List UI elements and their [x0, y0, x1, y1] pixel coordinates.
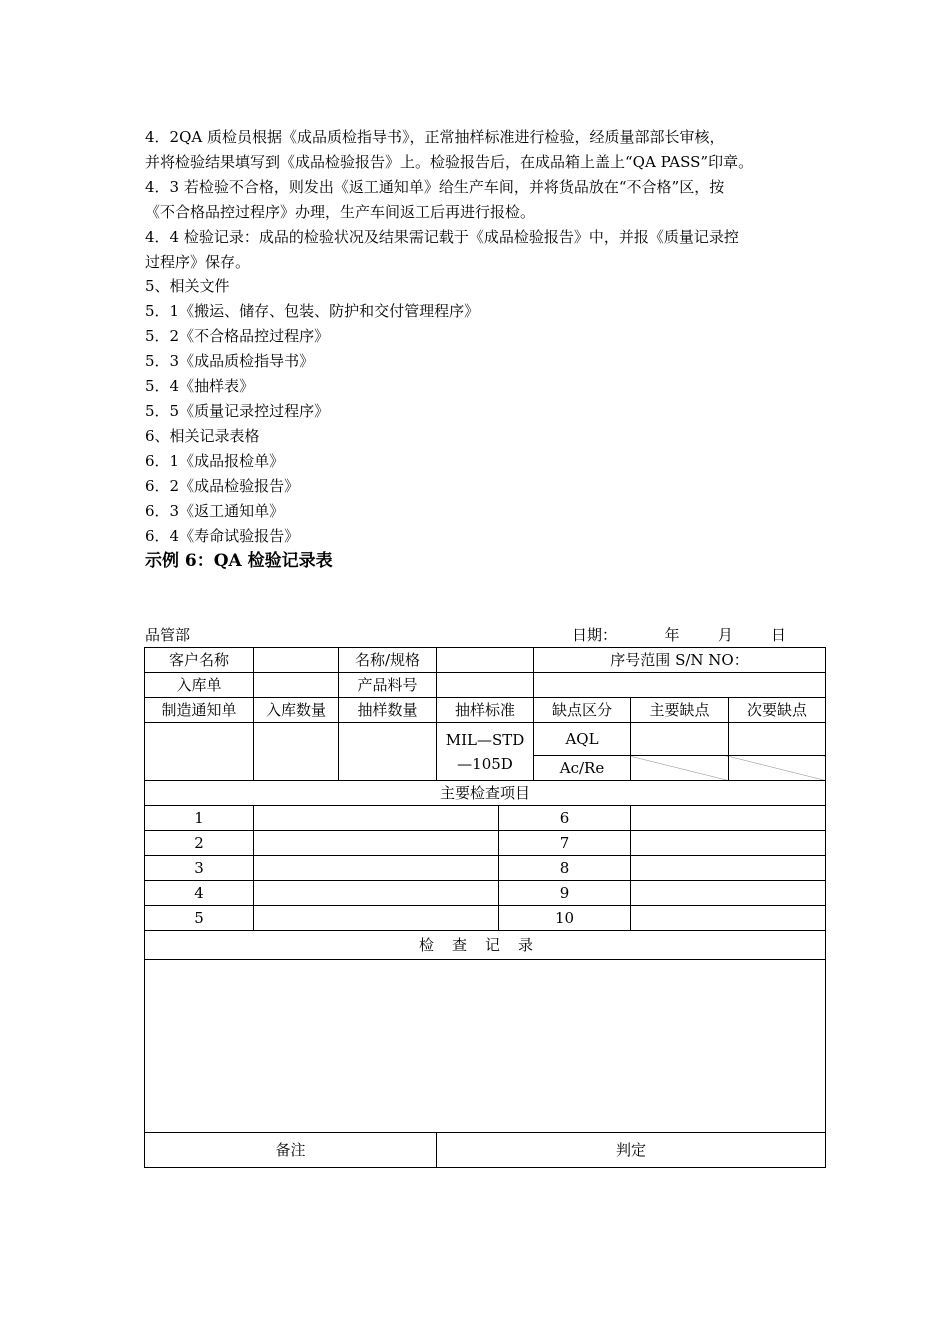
warehouse-slip-field[interactable] — [254, 673, 339, 698]
item-field[interactable] — [631, 831, 826, 856]
remarks-label: 备注 — [145, 1133, 437, 1168]
product-part-no-label: 产品料号 — [339, 673, 437, 698]
item-number: 5 — [145, 906, 254, 931]
item-field[interactable] — [631, 881, 826, 906]
list-item: 5．4《抽样表》 — [145, 377, 255, 395]
serial-range-label: 序号范围 S/N NO： — [534, 648, 826, 673]
warehouse-slip-label: 入库单 — [145, 673, 254, 698]
product-part-no-field[interactable] — [437, 673, 534, 698]
minor-defect-aql-field[interactable] — [729, 723, 826, 756]
section-heading-related-docs: 5、相关文件 — [145, 277, 230, 295]
example-heading: 示例 6：QA 检验记录表 — [145, 551, 333, 571]
item-field[interactable] — [631, 906, 826, 931]
paragraph-line: 4．2QA 质检员根据《成品质检指导书》，正常抽样标准进行检验，经质量部部长审核， — [145, 128, 725, 146]
item-field[interactable] — [254, 856, 499, 881]
item-number: 9 — [499, 881, 631, 906]
name-spec-field[interactable] — [437, 648, 534, 673]
header-warehouse-qty: 入库数量 — [254, 698, 339, 723]
item-number: 2 — [145, 831, 254, 856]
item-number: 8 — [499, 856, 631, 881]
minor-defect-ac-re-field[interactable] — [729, 756, 826, 781]
item-field[interactable] — [254, 831, 499, 856]
inspection-record-area[interactable] — [145, 960, 826, 1133]
header-manufacturing-notice: 制造通知单 — [145, 698, 254, 723]
header-defect-class: 缺点区分 — [534, 698, 631, 723]
qa-inspection-form — [144, 647, 826, 1168]
item-number: 7 — [499, 831, 631, 856]
sampling-standard-value — [437, 723, 534, 781]
paragraph-line: 4．4 检验记录：成品的检验状况及结果需记载于《成品检验报告》中，并报《质量记录控 — [145, 228, 739, 246]
ac-re-label: Ac/Re — [534, 756, 631, 781]
warehouse-qty-field[interactable] — [254, 723, 339, 781]
header-major-defect: 主要缺点 — [631, 698, 729, 723]
sampling-standard-line2: —105D — [457, 754, 513, 773]
item-field[interactable] — [254, 806, 499, 831]
list-item: 6．1《成品报检单》 — [145, 452, 285, 470]
serial-range-field[interactable] — [534, 673, 826, 698]
list-item: 6．3《返工通知单》 — [145, 502, 285, 520]
paragraph-line: 并将检验结果填写到《成品检验报告》上。检验报告后，在成品箱上盖上“QA PASS”印章。 — [145, 153, 754, 171]
item-number: 4 — [145, 881, 254, 906]
inspection-record-title-text: 检查记录 — [419, 936, 552, 954]
customer-name-label: 客户名称 — [145, 648, 254, 673]
sampling-standard-line1: MIL—STD — [445, 730, 525, 749]
customer-name-field[interactable] — [254, 648, 339, 673]
list-item: 5．3《成品质检指导书》 — [145, 352, 315, 370]
list-item: 5．5《质量记录控过程序》 — [145, 402, 330, 420]
department-label: 品管部 — [145, 626, 191, 644]
major-defect-ac-re-field[interactable] — [631, 756, 729, 781]
item-field[interactable] — [254, 906, 499, 931]
list-item: 5．2《不合格品控过程序》 — [145, 327, 330, 345]
major-defect-aql-field[interactable] — [631, 723, 729, 756]
item-field[interactable] — [631, 806, 826, 831]
paragraph-line: 过程序》保存。 — [145, 253, 251, 271]
header-sampling-standard: 抽样标准 — [437, 698, 534, 723]
header-sample-qty: 抽样数量 — [339, 698, 437, 723]
aql-label: AQL — [534, 723, 631, 756]
manufacturing-notice-field[interactable] — [145, 723, 254, 781]
item-number: 6 — [499, 806, 631, 831]
list-item: 6．2《成品检验报告》 — [145, 477, 300, 495]
sample-qty-field[interactable] — [339, 723, 437, 781]
item-number: 3 — [145, 856, 254, 881]
date-line: 日期： 年 月 日 — [572, 626, 786, 644]
main-items-title: 主要检查项目 — [145, 781, 826, 806]
list-item: 6．4《寿命试验报告》 — [145, 527, 300, 545]
inspection-record-title — [145, 931, 826, 960]
list-item: 5．1《搬运、储存、包装、防护和交付管理程序》 — [145, 302, 480, 320]
item-number: 1 — [145, 806, 254, 831]
judgement-label: 判定 — [437, 1133, 826, 1168]
section-heading-record-forms: 6、相关记录表格 — [145, 427, 260, 445]
paragraph-line: 《不合格品控过程序》办理，生产车间返工后再进行报检。 — [145, 203, 536, 221]
header-minor-defect: 次要缺点 — [729, 698, 826, 723]
item-field[interactable] — [254, 881, 499, 906]
paragraph-line: 4．3 若检验不合格，则发出《返工通知单》给生产车间，并将货品放在“不合格”区，按 — [145, 178, 725, 196]
name-spec-label: 名称/规格 — [339, 648, 437, 673]
item-number: 10 — [499, 906, 631, 931]
item-field[interactable] — [631, 856, 826, 881]
